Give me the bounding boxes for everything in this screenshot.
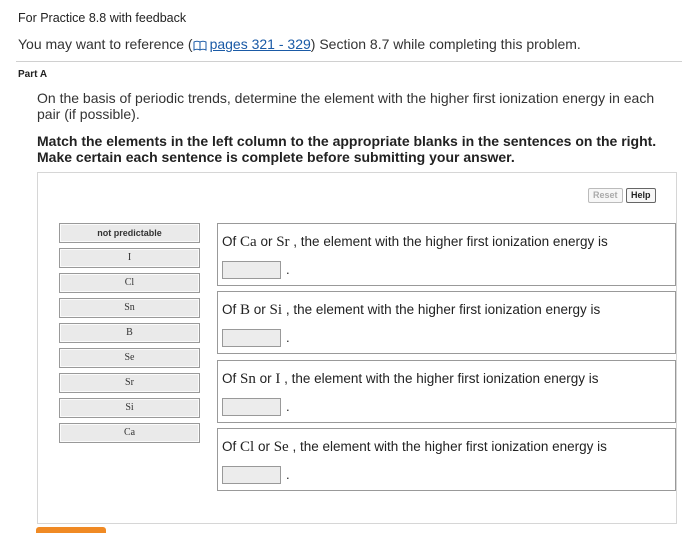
reset-button[interactable]: Reset — [588, 188, 623, 203]
problem-title: For Practice 8.8 with feedback — [18, 11, 187, 25]
tile-i[interactable]: I — [59, 248, 200, 268]
sentence-box: Of Ca or Sr , the element with the higher first ionization energy is . — [217, 223, 676, 286]
sentence-text: Of Sn or I , the element with the higher first ionization energy is — [222, 371, 599, 387]
tile-sn[interactable]: Sn — [59, 298, 200, 318]
book-icon — [193, 38, 207, 54]
answer-blank[interactable] — [222, 466, 281, 484]
answer-blank[interactable] — [222, 398, 281, 416]
element-b: Se — [273, 439, 289, 455]
tile-ca[interactable]: Ca — [59, 423, 200, 443]
instructions-text: Match the elements in the left column to the appropriate blanks in the sentences on the right. Make certain each sentence is complete before submitting your answer. — [37, 133, 657, 165]
sentence-box: Of Cl or Se , the element with the higher first ionization energy is . — [217, 428, 676, 491]
tile-si[interactable]: Si — [59, 398, 200, 418]
submit-button[interactable] — [36, 527, 106, 533]
part-label: Part A — [18, 69, 48, 80]
element-b: Si — [269, 302, 283, 318]
pages-link[interactable]: pages 321 - 329 — [209, 36, 311, 52]
sentence-box: Of B or Si , the element with the higher first ionization energy is . — [217, 291, 676, 354]
tile-b[interactable]: B — [59, 323, 200, 343]
tile-sr[interactable]: Sr — [59, 373, 200, 393]
element-b: I — [275, 371, 281, 387]
element-a: Ca — [240, 234, 257, 250]
element-a: Cl — [240, 439, 255, 455]
section-divider — [16, 61, 682, 62]
element-b: Sr — [276, 234, 290, 250]
answer-blank[interactable] — [222, 329, 281, 347]
help-button[interactable]: Help — [626, 188, 656, 203]
sentence-text: Of B or Si , the element with the higher first ionization energy is — [222, 302, 601, 318]
reference-line — [18, 36, 581, 54]
sentence-box: Of Sn or I , the element with the higher first ionization energy is . — [217, 360, 676, 423]
question-text: On the basis of periodic trends, determine the element with the higher first ionization energy in each pair (if possible). — [37, 90, 655, 122]
sentence-text: Of Cl or Se , the element with the higher first ionization energy is — [222, 439, 607, 455]
tile-not-predictable[interactable]: not predictable — [59, 223, 200, 243]
reference-prefix: You may want to reference ( — [18, 36, 193, 52]
tile-se[interactable]: Se — [59, 348, 200, 368]
element-a: Sn — [240, 371, 256, 387]
tile-cl[interactable]: Cl — [59, 273, 200, 293]
answer-blank[interactable] — [222, 261, 281, 279]
element-a: B — [240, 302, 251, 318]
reference-suffix: ) Section 8.7 while completing this problem. — [310, 36, 581, 52]
sentence-text: Of Ca or Sr , the element with the higher first ionization energy is — [222, 234, 608, 250]
